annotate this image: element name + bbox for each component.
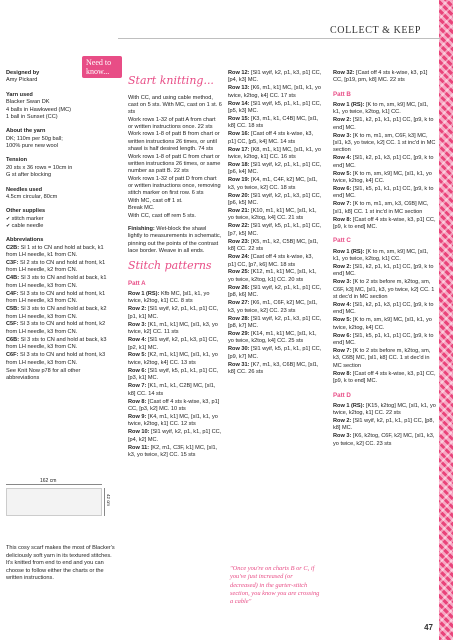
abbr-key: C2B: [6,244,20,251]
row-label: Row 8: [333,370,352,377]
row-label: Row 1 (RS): [333,248,365,255]
pattern-row [128,337,222,352]
row-text: [Sl1 wyif, k2, p1, k3, p1] CC, [p8, k7] MC. [228,315,322,329]
row-text: [K3, m1, k1, C4B] MC, [sl1, k8] CC. 18 sts [228,116,319,130]
pattern-row [128,429,222,444]
pattern-row [228,331,322,346]
info-column [6,70,114,382]
row-label: Row 5: [128,352,147,359]
instructions-column-3 [333,70,437,449]
height-dimension: 42 cm [105,494,111,506]
abbr-value: Sl 3 sts to CN and hold at back, k3 from LH needle, k3 from CN. [6,336,107,351]
finishing-label: Finishing: [128,225,155,232]
pattern-row [228,131,322,146]
pattern-row [228,316,322,331]
abbr-item [6,306,114,321]
row-label: Row 5: [333,317,352,324]
intro-line: Work rows 1-8 of patt B from chart or written instructions 26 times, or until shawl is half desired length. 74 sts [128,131,220,153]
instructions-column [128,70,222,460]
abbr-item [6,245,114,260]
abbr-note: See Knit Now p78 for all other abbreviations [6,367,81,381]
row-label: Row 3: [128,321,147,328]
row-label: Row 2: [128,306,147,313]
abbr-key: C4B: [6,275,20,282]
row-label: Row 7: [333,348,352,355]
row-label: Row 2: [333,264,352,270]
row-text: [K to 2 sts before m, k2tog, sm, k3, C6B] MC, [sl1, k8] CC. 1 st dec'd in MC section [333,348,431,369]
row-label: Row 15: [228,116,250,123]
pattern-row [333,371,437,386]
row-label: Row 2: [333,117,352,124]
pattern-row [228,70,322,85]
abbr-item [6,291,114,306]
row-text: [Cast off 4 sts k-wise, k3, p1] CC, [p9, k to end] MC. [333,370,436,385]
pattern-row [128,399,222,414]
row-label: Row 30: [228,346,250,353]
abbr-item [6,337,114,352]
yarn-line: 4 balls in Hawkweed (MC) [6,106,71,113]
abbr-key: C4F: [6,290,19,297]
header-rule [118,38,440,39]
pattern-row [228,239,322,254]
row-label: Row 14: [228,100,250,107]
pattern-row [128,445,222,460]
row-text: [Sl1, k5, p1, k1, p1] CC, [p9, k to end] MC. [333,186,434,200]
row-label: Row 3: [333,279,352,286]
patt-d-rows [333,403,437,448]
row-text: [K to m, m1, sm, C6F, k3] MC, [sl1, k3, yo twice, k2] CC. 1 st inc'd in MC section [333,132,436,154]
row-label: Row 13: [228,85,250,92]
abbr-item [6,321,114,336]
row-label: Row 28: [228,315,250,322]
pattern-row [228,346,322,361]
row-label: Row 6: [333,332,352,339]
finishing-paragraph [128,226,222,256]
intro-line: Work rows 1-32 of patt A from chart or written instructions once. 22 sts [128,116,216,131]
row-text: [K7, m1, k3, C6B] MC, [sl1, k8] CC. 26 sts [228,361,319,375]
yarn-heading: Yarn used [6,91,33,98]
row-text: [K12, m1, k1] MC, [sl1, k1, yo twice, k2tog, k1] CC. 20 sts [228,269,317,283]
row-label: Row 24: [228,254,250,261]
pattern-row [333,171,437,186]
abbr-value: Sl 1 st to CN and hold at back, k1 from LH needle, k1 from CN. [6,244,104,259]
row-text: [Sl1, k2, p1, k1, p1] CC, [p9, k to end] MC. [333,264,434,278]
row-text: [K to m, sm, k9] MC, [sl1, k1, yo twice, k2tog, k1] CC. [333,248,429,263]
abbr-heading: Abbreviations [6,237,44,244]
row-label: Row 6: [128,367,147,374]
row-label: Row 23: [228,238,250,245]
row-text: [Cast off 4 sts k-wise, k3, p1] CC, [p5, k4] MC. 14 sts [228,131,314,145]
row-text: [Cast off 4 sts k-wise, k3, p1] CC, [p3, k2] MC. 10 sts [128,398,220,412]
row-label: Row 31: [228,361,250,368]
about-line: 100% pure new wool [6,143,58,149]
pattern-row [333,279,437,301]
abbr-value: Sl 3 sts to CN and hold at back, k1 from LH needle, k3 from CN. [6,275,107,289]
pattern-row [333,418,437,433]
other-heading: Other supplies [6,208,46,215]
row-text: [Sl1 wyif, k5, p1, k1, p1] CC, [p3, k1] MC. [128,367,219,382]
pattern-row [128,414,222,429]
pattern-row [228,101,322,116]
row-label: Row 4: [128,337,147,344]
row-text: [K10, m1, k1] MC, [sl1, k1, yo twice, k2tog, k4] CC. 21 sts [228,208,317,222]
width-dimension-line [6,484,102,485]
row-text: [K4, m1, C4F, k2] MC, [sl1, k3, yo twice, k2] CC. 18 sts [228,177,318,191]
tension-heading: Tension [6,157,28,164]
row-label: Row 8: [128,398,147,405]
pattern-row [333,433,437,448]
row-label: Row 20: [228,192,250,199]
page-header: COLLECT & KEEP [330,25,421,36]
pattern-row [333,264,437,279]
row-text: [K8, m1, k1] MC, [sl1, k1, yo twice, k2tog, k1] CC. 16 sts [228,146,321,161]
decorative-border [439,0,453,640]
row-text: [Sl1 wyif, k2, p1, k1, p1] CC, [p6, k4] MC. [228,162,322,176]
pattern-row [228,269,322,284]
row-label: Row 1 (RS): [128,291,160,298]
row-label: Row 32: [333,70,355,76]
row-text: [K2, m1, C3F, k1] MC, [sl1, k3, yo twice, k2] CC. 15 sts [128,444,218,458]
row-text: [K to m, sm, k9] MC, [sl1, k1, yo twice, k2tog, k1] CC. [333,101,429,116]
row-label: Row 29: [228,330,250,337]
pattern-row [228,147,322,162]
row-text: [Cast off 4 sts k-wise, k3, p1] CC, [p7, k6] MC. 18 sts [228,254,314,268]
pattern-row [333,333,437,348]
row-text: [Cast off 4 sts k-wise, k3, p1] CC, [p19, pm, k8] MC. 22 sts [333,70,428,84]
row-text: [Sl1, k2, p1, k1, p1] CC, [p9, k to end] MC. [333,117,434,131]
row-label: Row 3: [333,433,352,440]
pattern-row [333,201,437,216]
abbr-item [6,260,114,275]
row-text: Kfb MC, [sl1, k1, yo twice, k2tog, k1] CC. 8 sts [128,291,210,305]
intro-line: Work rows 1-8 of patt C from chart or written instructions 26 times, or same number as patt B. 22 sts [128,153,221,175]
abbr-key: C3F: [6,260,19,267]
pattern-row [333,217,437,232]
patt-c-title: Patt C [333,237,351,245]
row-label: Row 11: [128,444,150,451]
row-label: Row 12: [228,70,250,76]
instructions-column-2 [228,70,322,377]
patt-a-title: Patt A [128,279,146,287]
row-label: Row 4: [333,302,352,309]
pattern-row [228,254,322,269]
row-label: Row 19: [228,177,250,184]
pattern-row [128,291,222,306]
row-text: [Sl1 wyif, k5, p1, k1, p1] CC, [p7, k5] MC. [228,223,322,237]
pattern-row [228,116,322,131]
abbr-key: C5F: [6,321,19,328]
tension-line: 20 sts x 36 rows = 10cm in [6,164,73,171]
abbr-value: Sl 3 sts to CN and hold at front, k1 from LH needle, k3 from CN. [6,290,106,305]
abbr-key: C6B: [6,336,20,343]
pattern-row [128,322,222,337]
pattern-row [333,70,437,85]
pattern-row [228,223,322,238]
abbr-item [6,352,114,367]
finishing-text: Wet-block the shawl lightly to measurements in schematic, pinning out the points of the contrast lace border. Weave in all ends. [128,225,222,255]
row-text: [K1, m1, k1, C2B] MC, [sl1, k8] CC. 14 sts [128,383,216,397]
pattern-row [128,352,222,367]
pattern-row [228,193,322,208]
patt-b-title: Patt B [333,90,351,98]
pattern-row [228,362,322,377]
pattern-row [128,383,222,398]
row-label: Row 1 (RS): [333,101,365,108]
designed-by-label: Designed by [6,70,40,76]
scarf-caption: This cosy scarf makes the most of Blacker's deliciously soft yarn in its textured stitches. It's knitted from end to end and you can choose to follow either the charts or the written instructions. [6,545,115,582]
pattern-row [228,300,322,315]
row-text: [K6, m1, k1] MC, [sl1, k1, yo twice, k2tog, k4] CC. 17 sts [228,85,321,99]
row-label: Row 18: [228,162,250,169]
abbr-key: C6F: [6,352,19,359]
row-label: Row 27: [228,300,250,307]
row-label: Row 2: [333,418,352,425]
pattern-row [128,368,222,383]
row-text: [K to m, m1, sm, k3, C6B] MC, [sl1, k8] CC. 1 st inc'd in MC section [333,201,429,215]
row-text: [Sl1 wyif, k2, p1, k3, p1] CC, [p4, k3] MC. [228,70,322,84]
pattern-row [333,133,437,155]
row-label: Row 7: [128,383,147,390]
width-dimension: 162 cm [40,478,57,484]
abbr-value: Sl 3 sts to CN and hold at back, k2 from LH needle, k3 from CN. [6,306,107,320]
designer-name: Amy Pickard [6,77,38,84]
pull-quote: "Once you're on charts B or C, if you've just increased (or decreased) in the garter-stitch section, you know you are crossing a cable" [230,565,320,606]
row-label: Row 8: [333,216,352,223]
row-text: [Sl1 wyif, k5, p1, k1, p1] CC, [p5, k3] MC. [228,100,322,115]
row-label: Row 16: [228,131,250,138]
intro-line: Work rows 1-32 of patt D from chart or written instructions once, removing stitch marker on first row. 6 sts [128,175,221,197]
row-label: Row 17: [228,146,250,153]
pattern-row [333,117,437,132]
abbr-value: Sl 2 sts to CN and hold at front, k1 from LH needle, k2 from CN. [6,260,106,274]
about-line: DK; 110m per 50g ball; [6,135,63,142]
row-label: Row 6: [333,186,352,193]
abbr-item [6,275,114,290]
row-text: [K1, m1, k1] MC, [sl1, k3, yo twice, k2] CC. 11 sts [128,321,218,336]
intro-line: With MC, cast off 1 st. [128,197,183,204]
row-label: Row 9: [128,413,147,420]
pattern-row [333,186,437,201]
row-text: [Sl1 wyif, k2, p1, k1, p1] CC, [p1, k1] MC. [128,306,219,320]
pattern-row [128,306,222,321]
row-text: [Sl1, k2, p1, k3, p1] CC, [p9, k to end] MC. [333,155,434,169]
patt-a-rows-continued [228,70,322,376]
stitch-patterns-title: Stitch patterns [128,259,212,273]
intro-line: Break MC. [128,205,155,212]
pattern-row [228,285,322,300]
patt-c-rows [333,249,437,386]
need-to-know-tag: Need to know... [82,56,122,78]
abbr-value: Sl 3 sts to CN and hold at front, k3 from LH needle, k3 from CN. [6,352,106,366]
pattern-row [333,348,437,370]
row-label: Row 5: [333,170,352,177]
row-text: [K to 2 sts before m, k2tog, sm, C6F, k3] MC, [sl1, k3, yo twice, k2] CC. 1 st dec'd in MC section [333,279,435,301]
row-label: Row 26: [228,284,250,291]
row-text: [Sl1 wyif, k2, p1, k3, p1] CC, [p2, k1] MC. [128,337,219,351]
row-label: Row 21: [228,208,250,215]
pattern-row [333,317,437,332]
row-label: Row 4: [333,155,352,162]
pattern-row [333,403,437,418]
pattern-row [333,249,437,264]
patt-a-rows [128,291,222,459]
intro-line: With CC, and using cable method, cast on 5 sts. With MC, cast on 1 st. 6 sts [128,94,222,116]
row-text: [Sl1 wyif, k2, p1, k1, p1] CC, [p8, k6] MC. [228,284,322,299]
pattern-row [333,302,437,317]
intro-line: With CC, cast off rem 5 sts. [128,212,196,219]
row-text: [K to m, sm, k9] MC, [sl1, k1, yo twice, k2tog, k4] CC. [333,317,432,331]
row-text: [K4, m1, k1] MC, [sl1, k1, yo twice, k2tog, k1] CC. 12 sts [128,413,218,428]
row-text: [Sl1, k5, p1, k1, p1] CC, [p9, k to end] MC. [333,332,434,347]
row-text: [K2, m1, k1] MC, [sl1, k1, yo twice, k2tog, k4] CC. 13 sts [128,352,218,366]
needles-heading: Needles used [6,186,43,193]
pattern-row [228,85,322,100]
row-label: Row 3: [333,132,352,139]
needles-line: 4.5cm circular, 80cm [6,193,58,200]
start-knitting-title: Start knitting... [128,74,214,87]
row-text: [K6, k2tog, C6F, k2] MC, [sl1, k3, yo twice, k2] CC. 23 sts [333,433,435,447]
pattern-row [228,208,322,223]
row-label: Row 1 (RS): [333,402,365,409]
row-text: [K14, m1, k1] MC, [sl1, k1, yo twice, k2tog, k4] CC. 25 sts [228,330,317,345]
row-label: Row 10: [128,429,150,436]
scarf-schematic [6,488,102,516]
row-label: Row 22: [228,223,250,230]
patt-d-title: Patt D [333,391,351,399]
pattern-row [333,155,437,170]
row-text: [Sl1 wyif, k2, p1, k1, p1] CC, [p8, k8] MC. [333,418,435,432]
tension-line: G st after blocking [6,172,52,179]
yarn-line: Blacker Swan DK [6,99,50,106]
row-text: [Sl1 wyif, k2, p1, k3, p1] CC, [p6, k5] MC. [228,192,322,207]
supply-item: ✔ stitch marker [6,216,114,223]
border-pattern [439,0,453,640]
pattern-row [228,162,322,177]
pattern-row [333,102,437,117]
supply-item: ✔ cable needle [6,223,114,230]
patt-b-rows [333,102,437,232]
abbr-value: Sl 3 sts to CN and hold at front, k2 from LH needle, k3 from CN. [6,321,106,335]
row-text: [K15, k2tog] MC, [sl1, k1, yo twice, k2tog, k1] CC. 22 sts [333,402,436,417]
yarn-line: 1 ball in Sunset (CC) [6,113,58,120]
row-text: [K5, m1, k2, C5B] MC, [sl1, k8] CC. 22 sts [228,238,319,253]
row-label: Row 7: [333,201,352,208]
row-text: [Sl1, k2, p1, k3, p1] CC, [p9, k to end] MC. [333,302,434,316]
pattern-row [228,177,322,192]
row-text: [Cast off 4 sts k-wise, k3, p1] CC, [p9, k to end] MC. [333,216,436,231]
row-text: [K to m, sm, k9] MC, [sl1, k1, yo twice, k2tog, k4] CC. [333,170,432,185]
page-number: 47 [424,623,433,633]
row-text: [Sl1 wyif, k2, p1, k1, p1] CC, [p4, k2] MC. [128,429,222,443]
row-text: [K6, m1, C6F, k2] MC, [sl1, k3, yo twice, k2] CC. 23 sts [228,300,318,314]
row-text: [Sl1 wyif, k5, p1, k1, p1] CC, [p9, k7] MC. [228,346,322,360]
about-heading: About the yarn [6,128,46,135]
abbr-key: C5B: [6,306,20,313]
row-label: Row 25: [228,269,250,276]
